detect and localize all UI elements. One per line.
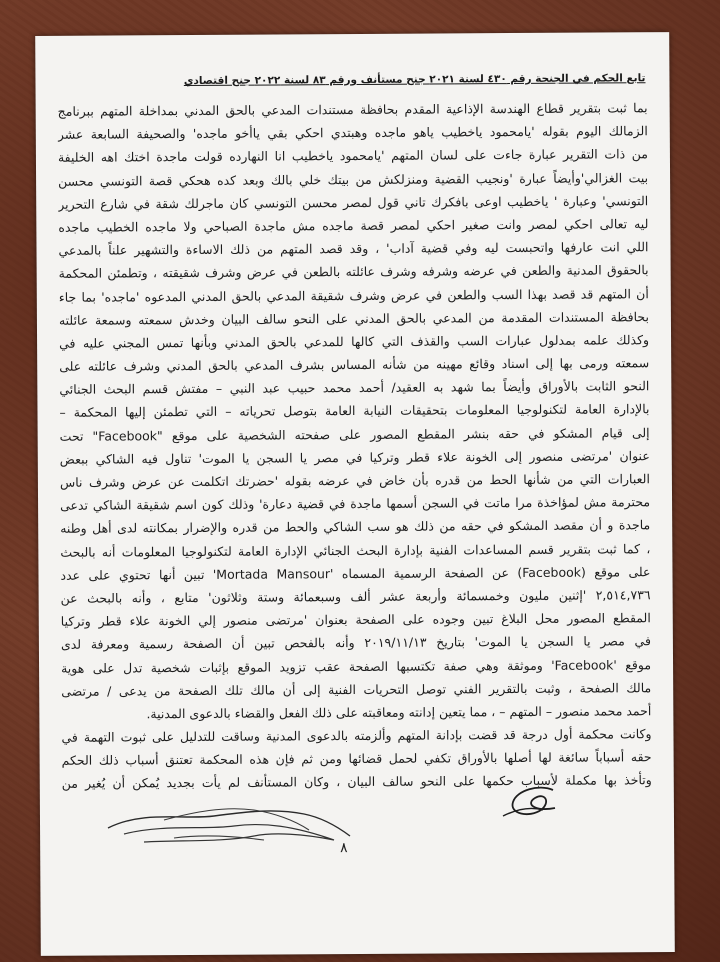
page-number: ٨ xyxy=(340,840,348,857)
text-line: في مصر يا السجن يا الموت' بتاريخ ٢٠١٩/١١/١٣ وأنه بالفحص تبين أن الصفحة رسمية ومعرفة لدى xyxy=(60,633,651,653)
text-line: النحو الثابت بالأوراق وأيضاً بما شهد به العقيد/ أحمد محمد حبيب عبد النبي – مفتش قسم البحث الجنائي xyxy=(59,378,650,398)
text-line: أن المتهم قد قصد بهذا السب والطعن في عرض وشرف شقيقة المدعي بالحق المدني المدعوه 'ماجده' بما جاء xyxy=(58,285,649,305)
text-line: على موقع (Facebook) عن الصفحة الرسمية المسماه 'Mortada Mansour' تبين أنها تحتوي على عدد xyxy=(60,563,651,583)
handwritten-signature-left xyxy=(104,790,354,860)
text-line: مالك الصفحة ، وثبت بالتقرير الفني توصل التحريات الفنية إلى أن مالك تلك الصفحة من يدعى / مرتضى xyxy=(61,679,652,699)
text-line: موقع 'Facebook' وموثقة وهي صفة تكتسبها الصفحة عقب تزويد الموقع بإثبات شخصية تدل على هوية xyxy=(61,656,652,676)
text-line: من ذات التقرير عبارة جاءت على لسان المتهم 'يامحمود ياخطيب انا النهارده قولت ماجدة اختك اهه الخليفة xyxy=(57,146,648,166)
text-line: عنوان 'مرتضى منصور إلى الخونة علاء قطر وتركيا في مصر يا السجن يا الموت' تناول فيه الشاكي ببعض xyxy=(59,448,650,467)
text-line: بيت الغزالي'وأيضاً عبارة 'ونجيب القضية ومنزلكش من بيتك خلي بالك وبعد كده هحكي قصة التونسي محسن xyxy=(58,169,649,189)
text-line: الزمالك اليوم بقوله 'يامحمود ياخطيب ياهو ماجده وهبتدي احكي بقي ياأخو ماجده' والصحيفة السابعة عشر xyxy=(57,123,648,142)
text-line: ٢,٥١٤,٧٣٦ 'إثنين مليون وخمسمائة وأربعة عشر ألف وسبعمائة وستة وثلاثون' متابع ، وأنه بالبحث عن xyxy=(60,587,651,606)
text-line: المقطع المصور محل البلاغ تبين وجوده على الصفحة بعنوان 'مرتضى منصور إلي الخونة علاء قطر وتركيا xyxy=(60,610,651,629)
text-line: بالإدارة العامة لتكنولوجيا المعلومات بتحقيقات النيابة العامة بتوصل تحرياته – التي تطمئن إليها المحكمة – xyxy=(59,401,650,421)
body-text xyxy=(58,96,652,795)
text-line: ليه تعالى احكي لمصر وانت صغير احكي لمصر قصة ماجده مش ماجدة الصباحي ولا ماجده الخطيب ماجده xyxy=(58,216,649,235)
text-line: وكانت محكمة أول درجة قد قضت بإدانة المتهم وألزمته بالدعوى المدنية وساقت للتدليل على ثبوت التهمة في xyxy=(61,726,652,745)
text-line: حقه أسباباً سائغة لها أصلها بالأوراق تكفي لحمل قضائها ومن ثم فإن هذه المحكمة تعتنق أسباب ذلك الحكم xyxy=(61,749,652,769)
text-line: وتأخذ بها مكملة لأسباب حكمها على النحو سالف البيان ، وكان المستأنف لم يأت بجديد يُمكن أن يُغير من xyxy=(61,772,652,792)
text-line: ماجدة و أن مقصد المشكو في حقه من ذلك هو سب الشاكي والحط من قدره والإضرار بمكانته لدى أهل وطنه xyxy=(60,517,651,537)
running-header: تابع الحكم في الجنحة رقم ٤٣٠ لسنة ٢٠٢١ جنح مستأنف ورقم ٨٣ لسنة ٢٠٢٢ جنح اقتصادي xyxy=(183,72,646,88)
text-line: وكذلك علمه بمدلول عبارات السب والقذف التي كالها للمدعي بالحق المدني وبأنها تمس المجني عليه في xyxy=(59,332,650,351)
text-line: التونسي' وعبارة ' ياخطيب اوعى بافكرك تاني قول لمصر محسن التونسي كان ماجرلك شقة في شارع التحرير xyxy=(58,192,649,212)
text-line: اللي انت عارفها واتحبست ليه وفي قضية آداب' ، وقد قصد المتهم من ذلك الاساءة والتشهير علناً بالمدعي xyxy=(58,239,649,258)
text-line: بالحقوق المدنية والطعن في عرضه وشرفه وشرف عائلته بالطعن في عرض وشرف شقيقته ، وتطمئن المحكمة xyxy=(58,262,649,282)
text-line: محترمة مش لمؤاخذة مرا ماتت في السجن أسمها ماجدة في قضية دعارة' وذلك كون اسم شقيقة الشاكي تدعى xyxy=(60,494,651,513)
text-line: سمعته ورمى بها إلى اسناد وقائع مهينه من شأنه المساس بشرف المدعي بالحق المدني وشرف عائلته على xyxy=(59,355,650,374)
text-line: أحمد محمد منصور – المتهم – ، مما يتعين إدانته ومعاقبته على ذلك الفعل والقضاء بالدعوى المدنية. xyxy=(146,703,652,722)
text-line: ، كما ثبت بتقرير قسم المساعدات الفنية بإدارة البحث الجنائي الإدارة العامة لتكنولوجيا المعلومات أنه بالبحث xyxy=(60,540,651,560)
text-line: إلى قيام المشكو في حقه بنشر المقطع المصور على صفحته الشخصية على موقع "Facebook" تحت xyxy=(59,424,650,444)
handwritten-signature-right xyxy=(495,780,565,825)
text-line: بحافظة المستندات المقدمة من المدعي بالحق المدني على النحو سالف البيان وخدش سمعته وسمعة عائلته xyxy=(58,308,649,328)
text-line: بما ثبت بتقرير قطاع الهندسة الإذاعية المقدم بحافظة مستندات المدعي بالحق المدني بمداخلة المتهم ببرنامج xyxy=(57,100,648,119)
text-line: العبارات التي من شأنها الحط من قدره بأن خاض في عرضه بقوله 'حضرتك اتكلمت عن عرض وشرف ناس xyxy=(59,471,650,490)
